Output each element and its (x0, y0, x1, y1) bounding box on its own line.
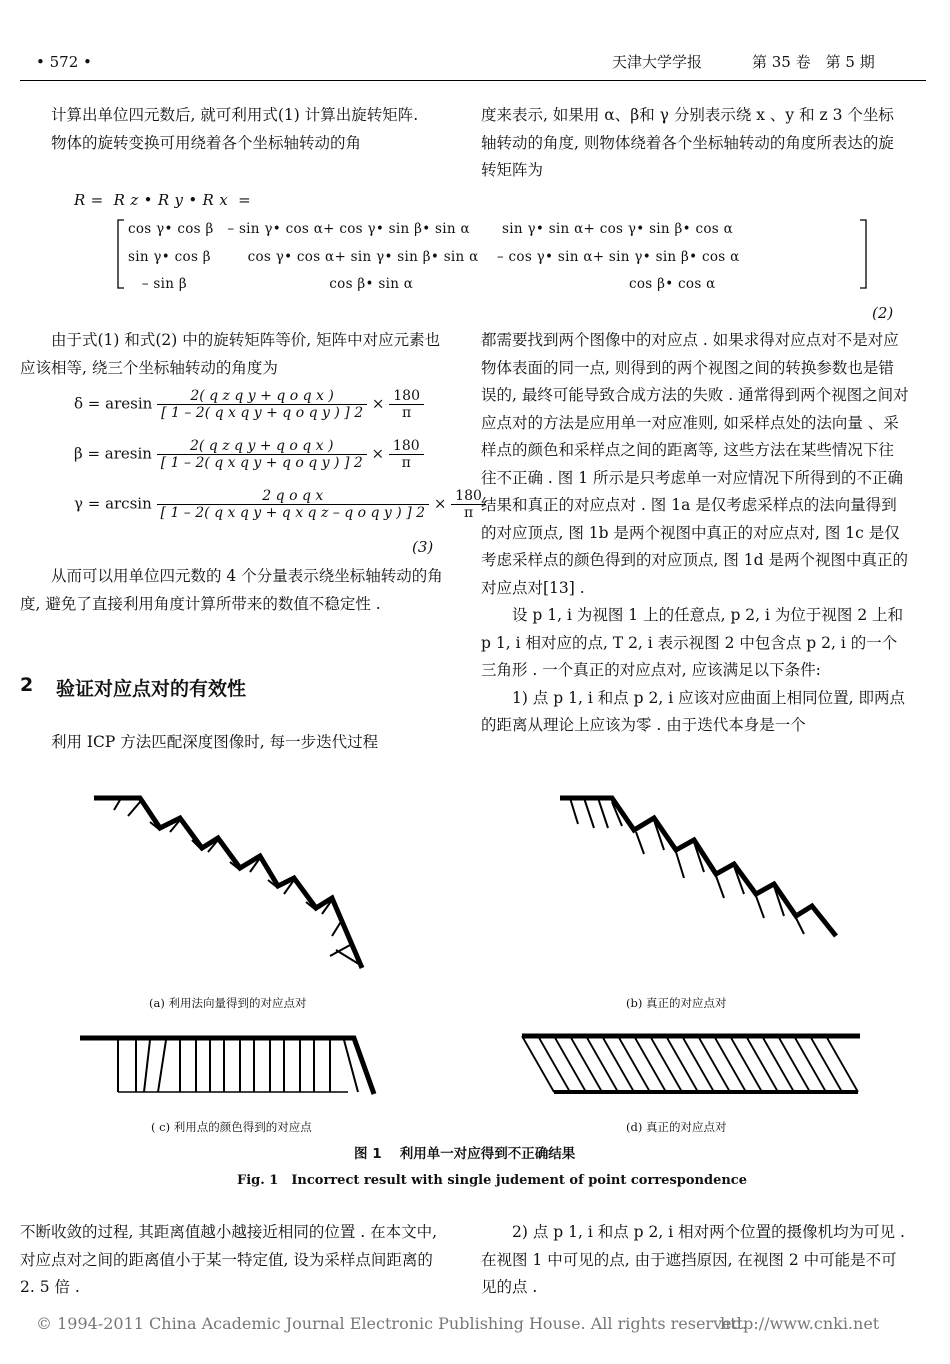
numerator: 2 q o q x (157, 488, 430, 505)
numerator: 2( q z q y + q o q x ) (157, 438, 367, 455)
fraction (157, 488, 430, 521)
paragraph: 计算出单位四元数后, 就可利用式(1) 计算出旋转矩阵. (51, 106, 419, 124)
page-number: • 572 • (36, 53, 92, 71)
paragraph: 都需要找到两个图像中的对应点 . 如果求得对应点对不是对应物体表面的同一点, 则得到的两个视图之间的转换参数也是错误的, 最终可能导致合成方法的失败 . 通常得到两个视图之间对应点对的方法是应用单一对应准则, 如采样点处的法向量 、采样点的颜色和采样点之间的距离等, 这些方法在某些情况下往往不正确 . 图 1 所示是只考虑单一对应情况下所得到的不正确结果和真正的对应点对 . 图 1a 是仅考虑采样点的法向量得到的对应顶点, 图 1b 是两个视图中真正的对应点对, 图 1c 是仅考虑采样点的颜色得到的对应顶点, 图 1d 是两个视图中真正的对应点对[13] . (481, 331, 909, 597)
caption-b: (b) 真正的对应点对 (626, 996, 727, 1010)
figure-1d (520, 1030, 880, 1100)
caption-c: ( c) 利用点的颜色得到的对应点 (151, 1120, 312, 1134)
website-link[interactable]: http://www.cnki.net (720, 1314, 880, 1333)
journal-name: 天津大学学报 (612, 53, 703, 71)
fraction (157, 438, 367, 471)
eq-lhs: γ = arcsin (74, 494, 152, 513)
paragraph: 2) 点 p 1, i 和点 p 2, i 相对两个位置的摄像机均为可见 . 在视图 1 中可见的点, 由于遮挡原因, 在视图 2 中可能是不可见的点 . (481, 1223, 905, 1296)
matrix-row-3: – sin β cos β• sin α cos β• cos α (128, 276, 716, 292)
paragraph: 从而可以用单位四元数的 4 个分量表示绕坐标轴转动的角度, 避免了直接利用角度计算所带来的数值不稳定性 . (20, 567, 443, 613)
paragraph: 利用 ICP 方法匹配深度图像时, 每一步迭代过程 (51, 733, 379, 751)
paragraph: 1) 点 p 1, i 和点 p 2, i 应该对应曲面上相同位置, 即两点的距离从理论上应该为零 . 由于迭代本身是一个 (481, 688, 905, 734)
caption-a: (a) 利用法向量得到的对应点对 (149, 996, 307, 1010)
denominator: π (401, 455, 411, 471)
paragraph: 设 p 1, i 为视图 1 上的任意点, p 2, i 为位于视图 2 上和 p 1, i 相对应的点, T 2, i 表示视图 2 中包含点 p 2, i 的一个三角形 . 一个真正的对应点对, 应该满足以下条件: (481, 606, 904, 679)
denominator: [ 1 – 2( q x q y + q x q z – q o q y ) ] 2 (160, 505, 426, 521)
equation-delta (74, 388, 424, 421)
equation-beta (74, 438, 424, 471)
numerator: 180 (389, 388, 424, 405)
numerator: 180 (451, 488, 486, 505)
equation-number: (3) (412, 538, 434, 556)
left-column-top (20, 102, 443, 157)
volume-issue: 第 35 卷 第 5 期 (752, 53, 875, 71)
right-column-bottom (481, 1219, 909, 1302)
matrix-row-1: cos γ• cos β – sin γ• cos α+ cos γ• sin β• sin α sin γ• sin α+ cos γ• sin β• cos α (128, 221, 733, 237)
equation-number: (2) (872, 304, 894, 322)
numerator: 2( q z q y + q o q x ) (157, 388, 367, 405)
figure-1b (556, 790, 866, 975)
times-sign: × (371, 394, 385, 413)
figure-title: 图 1 利用单一对应得到不正确结果 (354, 1146, 576, 1162)
times-sign: × (433, 494, 447, 513)
right-column-top (481, 102, 909, 185)
fraction (389, 388, 424, 421)
eq-lhs: δ = aresin (74, 394, 153, 413)
paragraph: 物体的旋转变换可用绕着各个坐标轴转动的角 (51, 133, 362, 152)
paragraph: 不断收敛的过程, 其距离值越小越接近相同的位置 . 在本文中, 对应点对之间的距离值小于某一特定值, 设为采样点间距离的 2. 5 倍 . (20, 1223, 438, 1296)
matrix-lhs: R = R z • R y • R x = (74, 191, 251, 209)
left-column-bottom (20, 1219, 443, 1302)
left-column-last (20, 729, 443, 757)
caption-d: (d) 真正的对应点对 (626, 1120, 727, 1134)
section-title: 验证对应点对的有效性 (56, 678, 247, 700)
header-rule (20, 80, 926, 81)
paragraph: 由于式(1) 和式(2) 中的旋转矩阵等价, 矩阵中对应元素也应该相等, 绕三个坐标轴转动的角度为 (20, 331, 441, 377)
copyright-notice: © 1994-2011 China Academic Journal Electronic Publishing House. All rights reserved. (36, 1314, 747, 1333)
equation-gamma (74, 488, 486, 521)
times-sign: × (371, 444, 385, 463)
denominator: [ 1 – 2( q x q y + q o q y ) ] 2 (161, 405, 364, 421)
figure-1a (80, 790, 390, 975)
section-number: 2 (20, 674, 34, 696)
numerator: 180 (389, 438, 424, 455)
left-column-mid (20, 327, 443, 382)
right-column-mid (481, 327, 909, 740)
denominator: [ 1 – 2( q x q y + q o q y ) ] 2 (160, 455, 363, 471)
figure-1c (78, 1030, 388, 1100)
fraction (389, 438, 424, 471)
fraction (157, 388, 367, 421)
denominator: π (463, 505, 474, 521)
figure-title-english: Fig. 1 Incorrect result with single judement of point correspondence (237, 1173, 747, 1188)
eq-lhs: β = aresin (74, 444, 152, 463)
paragraph: 度来表示, 如果用 α、β和 γ 分别表示绕 x 、y 和 z 3 个坐标轴转动的角度, 则物体绕着各个坐标轴转动的角度所表达的旋转矩阵为 (481, 106, 894, 179)
matrix-row-2: sin γ• cos β cos γ• cos α+ sin γ• sin β• sin α – cos γ• sin α+ sin γ• sin β• cos α (128, 249, 740, 265)
left-column-lower (20, 563, 443, 618)
denominator: π (402, 405, 412, 421)
